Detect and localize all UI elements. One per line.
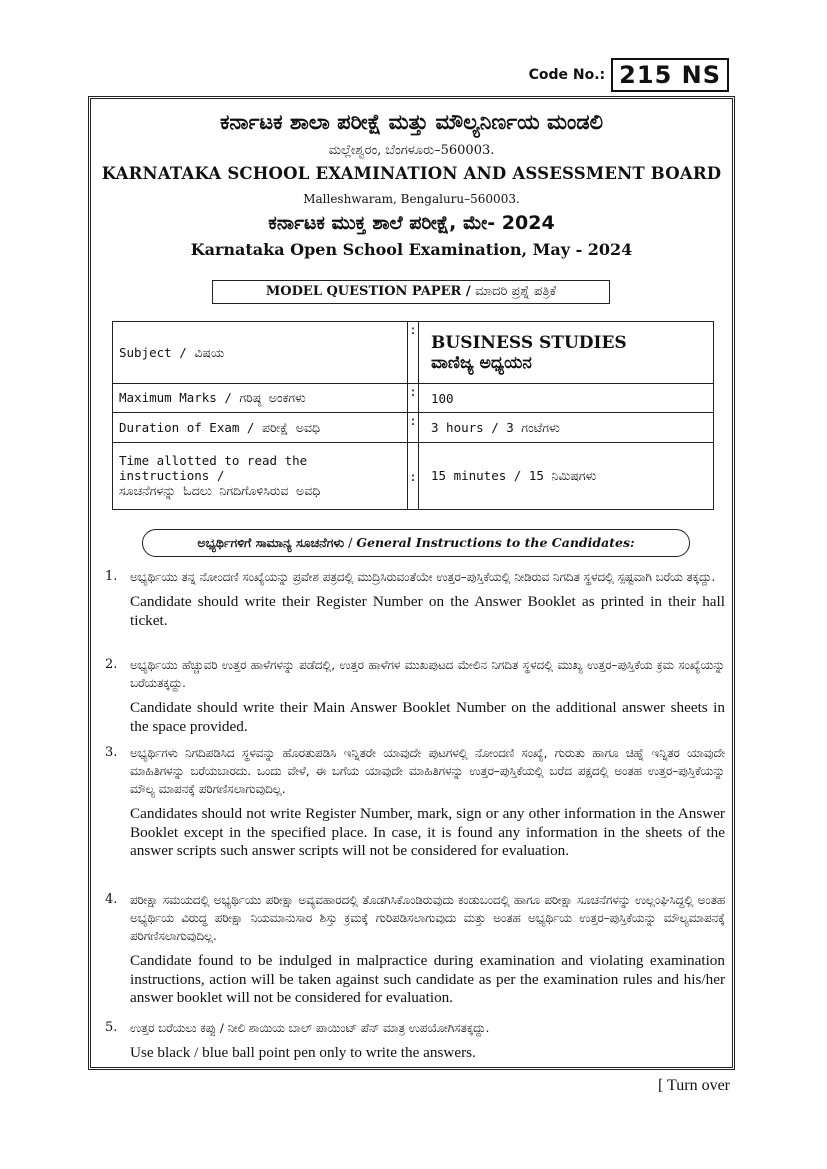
- reading-time-label-kannada: ಸೂಚನೆಗಳನ್ನು ಓದಲು ನಿಗದಿಗೊಳಿಸಿರುವ ಅವಧಿ: [119, 483, 321, 498]
- colon: :: [408, 384, 419, 413]
- board-title-english: KARNATAKA SCHOOL EXAMINATION AND ASSESSMENT BOARD: [101, 164, 722, 183]
- general-instructions-title-kannada: ಅಭ್ಯರ್ಥಿಗಳಿಗೆ ಸಾಮಾನ್ಯ ಸೂಚನೆಗಳು: [197, 535, 345, 550]
- instruction-kannada: ಅಭ್ಯರ್ಥಿಯು ಹೆಚ್ಚುವರಿ ಉತ್ತರ ಹಾಳೆಗಳನ್ನು ಪಡೆದಲ್ಲಿ, ಉತ್ತರ ಹಾಳೆಗಳ ಮುಖಪುಟದ ಮೇಲಿನ ನಿಗದಿತ ಸ್ಥಳದಲ್ಲಿ ಮುಖ್ಯ ಉತ್ತರ–ಪುಸ್ತಿಕೆಯ ಕ್ರಮ ಸಂಖ್ಯೆಯನ್ನು ಬರೆಯತಕ್ಕದ್ದು.: [130, 658, 725, 690]
- instruction-number: 1.: [105, 569, 118, 584]
- instruction-number: 4.: [105, 892, 118, 907]
- marks-label: Maximum Marks / ಗರಿಷ್ಠ ಅಂಕಗಳು: [113, 384, 408, 413]
- board-title-kannada: ಕರ್ನಾಟಕ ಶಾಲಾ ಪರೀಕ್ಷೆ ಮತ್ತು ಮೌಲ್ಯನಿರ್ಣಯ ಮಂಡಲಿ: [219, 110, 604, 134]
- reading-time-value: 15 minutes / 15 ನಿಮಿಷಗಳು: [419, 443, 714, 510]
- reading-time-row: [113, 443, 714, 510]
- instruction-item: [105, 744, 725, 861]
- code-value: 215 NS: [611, 58, 729, 92]
- marks-value: 100: [419, 384, 714, 413]
- general-instructions-separator: /: [344, 535, 357, 550]
- general-instructions-heading: [142, 529, 690, 557]
- model-paper-english: MODEL QUESTION PAPER: [265, 284, 462, 299]
- instruction-english: Candidate found to be indulged in malpractice during examination and violating examination instructions, action will be taken against such candidate as per the examination rules and his/her answer booklet will not be considered for evaluation.: [130, 952, 725, 1006]
- instruction-number: 2.: [105, 657, 118, 672]
- general-instructions-title-english: General Instructions to the Candidates:: [356, 535, 635, 550]
- instruction-english: Candidates should not write Register Number, mark, sign or any other information in the Answer Booklet except in the specified place. In case, it is found any information in the sheets of the answer scripts such answer scripts will not be considered for evaluation.: [130, 805, 725, 859]
- instruction-english: Candidate should write their Register Number on the Answer Booklet as printed in their hall ticket.: [130, 593, 725, 629]
- instruction-item: [105, 891, 725, 1008]
- instruction-kannada: ಅಭ್ಯರ್ಥಿಯು ತನ್ನ ನೋಂದಣಿ ಸಂಖ್ಯೆಯನ್ನು ಪ್ರವೇಶ ಪತ್ರದಲ್ಲಿ ಮುದ್ರಿಸಿರುವಂತೆಯೇ ಉತ್ತರ–ಪುಸ್ತಿಕೆಯಲ್ಲಿ ನೀಡಿರುವ ನಿಗದಿತ ಸ್ಥಳದಲ್ಲಿ ಸ್ಪಷ್ಟವಾಗಿ ಬರೆಯ ತಕ್ಕದ್ದು.: [130, 570, 716, 584]
- reading-time-label-english: Time allotted to read the instructions /: [119, 453, 308, 483]
- instruction-number: 3.: [105, 745, 118, 760]
- board-address-english: Malleshwaram, Bengaluru–560003.: [303, 192, 520, 206]
- instruction-item: [105, 568, 725, 630]
- subject-value: [419, 322, 714, 384]
- instruction-english: Candidate should write their Main Answer Booklet Number on the additional answer sheets in the space provided.: [130, 699, 725, 735]
- model-question-paper-label: [212, 280, 610, 304]
- colon: :: [408, 443, 419, 510]
- duration-value: 3 hours / 3 ಗಂಟೆಗಳು: [419, 413, 714, 443]
- instruction-item: [105, 656, 725, 736]
- instruction-kannada: ಪರೀಕ್ಷಾ ಸಮಯದಲ್ಲಿ ಅಭ್ಯರ್ಥಿಯು ಪರೀಕ್ಷಾ ಅವ್ಯವಹಾರದಲ್ಲಿ ತೊಡಗಿಸಿಕೊಂಡಿರುವುದು ಕಂಡುಬಂದಲ್ಲಿ ಹಾಗೂ ಪರೀಕ್ಷಾ ಸೂಚನೆಗಳನ್ನು ಉಲ್ಲಂಘಿಸಿದ್ದಲ್ಲಿ ಅಂತಹ ಅಭ್ಯರ್ಥಿಯ ವಿರುದ್ಧ ಪರೀಕ್ಷಾ ನಿಯಮಾನುಸಾರ ಶಿಸ್ತು ಕ್ರಮಕ್ಕೆ ಗುರಿಪಡಿಸಲಾಗುವುದು ಮತ್ತು ಅಂತಹ ಅಭ್ಯರ್ಥಿಯ ಉತ್ತರ–ಪುಸ್ತಿಕೆಯನ್ನು ಮೌಲ್ಯಮಾಪನಕ್ಕೆ ಪರಿಗಣಿಸಲಾಗುವುದಿಲ್ಲ.: [130, 893, 725, 943]
- duration-row: [113, 413, 714, 443]
- instruction-number: 5.: [105, 1020, 118, 1035]
- board-address-kannada: ಮಲ್ಲೇಶ್ವರಂ, ಬೆಂಗಳೂರು–560003.: [328, 143, 495, 158]
- instruction-kannada: ಉತ್ತರ ಬರೆಯಲು ಕಪ್ಪು / ನೀಲಿ ಶಾಯಿಯ ಬಾಲ್ ಪಾಯಿಂಟ್ ಪೆನ್ ಮಾತ್ರ ಉಪಯೋಗಿಸತಕ್ಕದ್ದು.: [130, 1021, 490, 1035]
- exam-info-table: [112, 321, 714, 510]
- subject-english: BUSINESS STUDIES: [431, 332, 627, 353]
- subject-row: [113, 322, 714, 384]
- turn-over-note: [ Turn over: [657, 1077, 730, 1094]
- reading-time-label: [113, 443, 408, 510]
- instruction-item: [105, 1019, 725, 1063]
- code-label: Code No.:: [528, 67, 606, 83]
- model-paper-separator: /: [461, 284, 476, 299]
- duration-label: Duration of Exam / ಪರೀಕ್ಷೆ ಅವಧಿ: [113, 413, 408, 443]
- instruction-english: Use black / blue ball point pen only to write the answers.: [130, 1044, 476, 1061]
- subject-kannada: ವಾಣಿಜ್ಯ ಅಧ್ಯಯನ: [431, 352, 532, 373]
- instruction-kannada: ಅಭ್ಯರ್ಥಿಗಳು ನಿಗದಿಪಡಿಸಿದ ಸ್ಥಳವನ್ನು ಹೊರತುಪಡಿಸಿ ಇನ್ನಿತರೇ ಯಾವುದೇ ಪುಟಗಳಲ್ಲಿ ನೋಂದಣಿ ಸಂಖ್ಯೆ, ಗುರುತು ಹಾಗೂ ಚಿಹ್ನೆ ಇನ್ನಿತರ ಯಾವುದೇ ಮಾಹಿತಿಗಳನ್ನು ಬರೆಯಬಾರದು. ಒಂದು ವೇಳೆ, ಈ ಬಗೆಯ ಯಾವುದೇ ಮಾಹಿತಿಗಳನ್ನು ಉತ್ತರ–ಪುಸ್ತಿಕೆಯಲ್ಲಿ ಬರೆದ ಪಕ್ಷದಲ್ಲಿ ಅಂತಹ ಉತ್ತರ–ಪುಸ್ತಿಕೆಯನ್ನು ಮೌಲ್ಯ ಮಾಪನಕ್ಕೆ ಪರಿಗಣಿಸಲಾಗುವುದಿಲ್ಲ.: [130, 746, 725, 796]
- exam-title-english: Karnataka Open School Examination, May - 2024: [190, 240, 633, 259]
- marks-row: [113, 384, 714, 413]
- exam-title-kannada: ಕರ್ನಾಟಕ ಮುಕ್ತ ಶಾಲೆ ಪರೀಕ್ಷೆ, ಮೇ- 2024: [268, 212, 555, 234]
- code-number: [529, 58, 729, 92]
- subject-label: Subject / ವಿಷಯ: [113, 322, 408, 384]
- colon: :: [408, 413, 419, 443]
- colon: :: [408, 322, 419, 384]
- model-paper-kannada: ಮಾದರಿ ಪ್ರಶ್ನೆ ಪತ್ರಿಕೆ: [475, 284, 557, 299]
